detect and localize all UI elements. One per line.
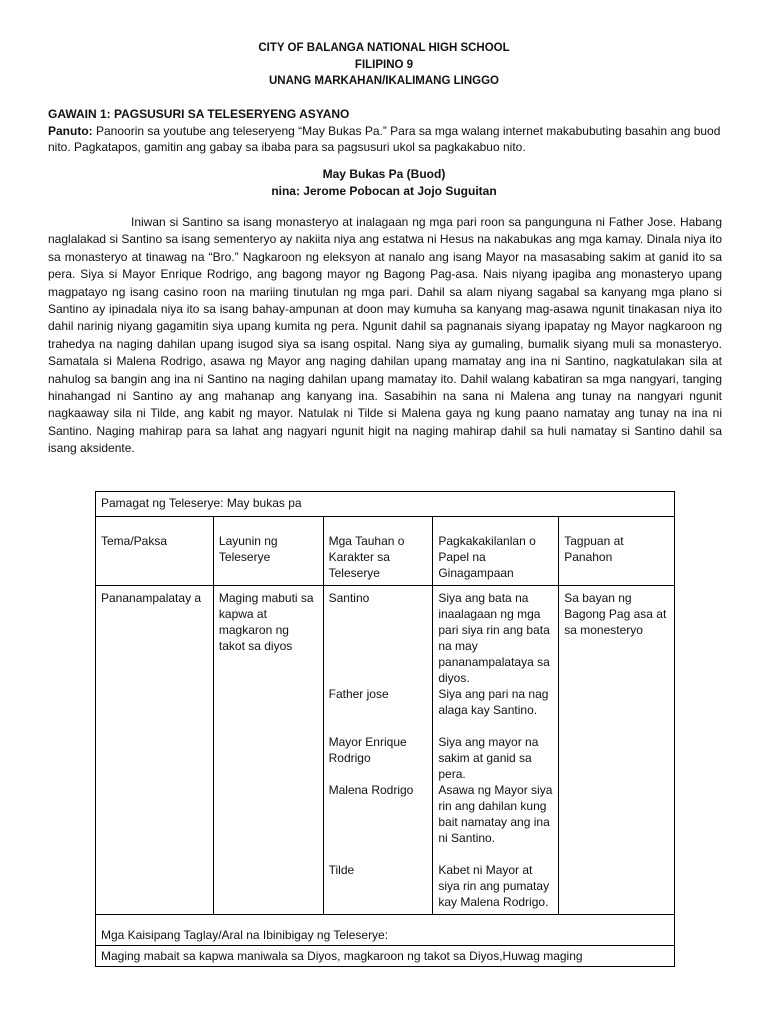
summary-title: May Bukas Pa (Buod) xyxy=(322,167,446,181)
lessons-text-row xyxy=(96,946,675,967)
lessons-label-row xyxy=(96,915,675,946)
character-role: Siya ang bata na inaalagaan ng mga pari siya rin ang bata na may pananampalataya sa diyos. xyxy=(438,591,550,685)
summary-heading xyxy=(0,166,768,200)
cell-papel xyxy=(433,586,559,915)
character-role: Asawa ng Mayor siya rin ang dahilan kung bait namatay ang ina ni Santino. xyxy=(438,783,553,845)
subject-name: FILIPINO 9 xyxy=(354,58,414,71)
character-name: Mayor Enrique Rodrigo xyxy=(328,735,407,765)
header-tagpuan: Tagpuan at Panahon xyxy=(559,517,675,586)
activity-title: GAWAIN 1: PAGSUSURI SA TELESERYENG ASYANO xyxy=(48,107,350,121)
table-body-row xyxy=(96,586,675,915)
lessons-label-cell: Mga Kaisipang Taglay/Aral na Ibinibigay ng Teleserye: xyxy=(96,915,675,946)
document-header xyxy=(0,40,768,90)
character-role: Siya ang pari na nag alaga kay Santino. xyxy=(438,687,549,717)
cell-layunin: Maging mabuti sa kapwa at magkaron ng takot sa diyos xyxy=(213,586,323,915)
cell-tagpuan: Sa bayan ng Bagong Pag asa at sa monesteryo xyxy=(559,586,675,915)
cell-tema: Pananampalatay a xyxy=(96,586,214,915)
character-role: Kabet ni Mayor at siya rin ang pumatay kay Malena Rodrigo. xyxy=(438,863,550,909)
instruction-label: Panuto: xyxy=(48,123,93,138)
table-header-row xyxy=(96,517,675,586)
character-name: Father jose xyxy=(328,687,389,701)
lessons-text-cell: Maging mabait sa kapwa maniwala sa Diyos, magkaroon ng takot sa Diyos,Huwag maging xyxy=(96,946,675,967)
summary-paragraph: Iniwan si Santino sa isang monasteryo at inalagaan ng mga pari roon sa pangunguna ni Father Jose. Habang naglalakad si Santino sa isang sementeryo ay nakiita niya ang estatwa ni Hesus na nakabukas ang mga kamay. Dinala niya ito sa monasteryo at tinawag na “Bro.” Nagkaroon ng eleksyon at nanalo ang isang Mayor na masasabing sakim at ganid ito sa pera. Siya si Mayor Enrique Rodrigo, ang bagong mayor ng Bagong Pag-asa. Nais niyang ipagiba ang monasteryo upang magpatayo ng isang casino roon na mariing tinutulan ng mga pari. Dahil sa alam niyang sagabal sa kanyang mga plano si Santino ay ipinadala niya ito sa isang bahay-ampunan at doon may kumuha sa kanyang mag-asawa ngunit tinakasan niya ito dahil narinig niyang gagamitin siya upang kumita ng pera. Ngunit dahil sa pagnanais siyang ipapatay ng Mayor nagkaroon ng trahedya na naging dahilan upang isugod siya sa isang ospital. Nang siya ay gumaling, bumalik siyang muli sa monasteryo. Samatala si Malena Rodrigo, asawa ng Mayor ang naging dahilan upang mamatay ang ina ni Santino, nagkatulakan sila at nahulog sa bangin ang ina ni Santino na naging dahilan upang mamatay ito. Dahil walang kabatiran sa mga nangyari, tanging hinahangad ni Santino ay ang mahanap ang kanyang ina. Sasabihin na sana ni Malena ang tunay na nangyari ngunit nagkaaway sila ni Tilde, ang kabit ng mayor. Natulak ni Tilde si Malena gaya ng kung paano namatay ang tunay na ina ni Santino. Naging mahirap para sa lahat ang nagyari ngunit higit na naging mahirap dahil sa huli namatay si Santino dahil sa isang aksidente. xyxy=(48,215,722,456)
summary-authors: nina: Jerome Pobocan at Jojo Suguitan xyxy=(271,184,497,198)
header-layunin: Layunin ng Teleserye xyxy=(213,517,323,586)
analysis-table xyxy=(95,491,675,967)
quarter-week: UNANG MARKAHAN/IKALIMANG LINGGO xyxy=(269,75,499,87)
character-role: Siya ang mayor na sakim at ganid sa pera. xyxy=(438,735,539,781)
header-tauhan: Mga Tauhan o Karakter sa Teleserye xyxy=(323,517,433,586)
school-name: CITY OF BALANGA NATIONAL HIGH SCHOOL xyxy=(258,42,510,54)
table-title-cell: Pamagat ng Teleserye: May bukas pa xyxy=(96,492,675,517)
character-name: Tilde xyxy=(328,863,355,877)
character-name: Malena Rodrigo xyxy=(328,783,414,797)
character-name: Santino xyxy=(328,591,370,605)
header-tema: Tema/Paksa xyxy=(96,517,214,586)
header-papel: Pagkakakilanlan o Papel na Ginagampaan xyxy=(433,517,559,586)
activity-section xyxy=(48,106,728,156)
instruction-text: Panoorin sa youtube ang teleseryeng “May Bukas Pa.” Para sa mga walang internet makabubuting basahin ang buod nito. Pagkatapos, gamitin ang gabay sa ibaba para sa pagsusuri ukol sa pagkakabuo nito. xyxy=(48,123,721,154)
table-title-row xyxy=(96,492,675,517)
cell-tauhan xyxy=(323,586,433,915)
instruction xyxy=(48,123,728,156)
